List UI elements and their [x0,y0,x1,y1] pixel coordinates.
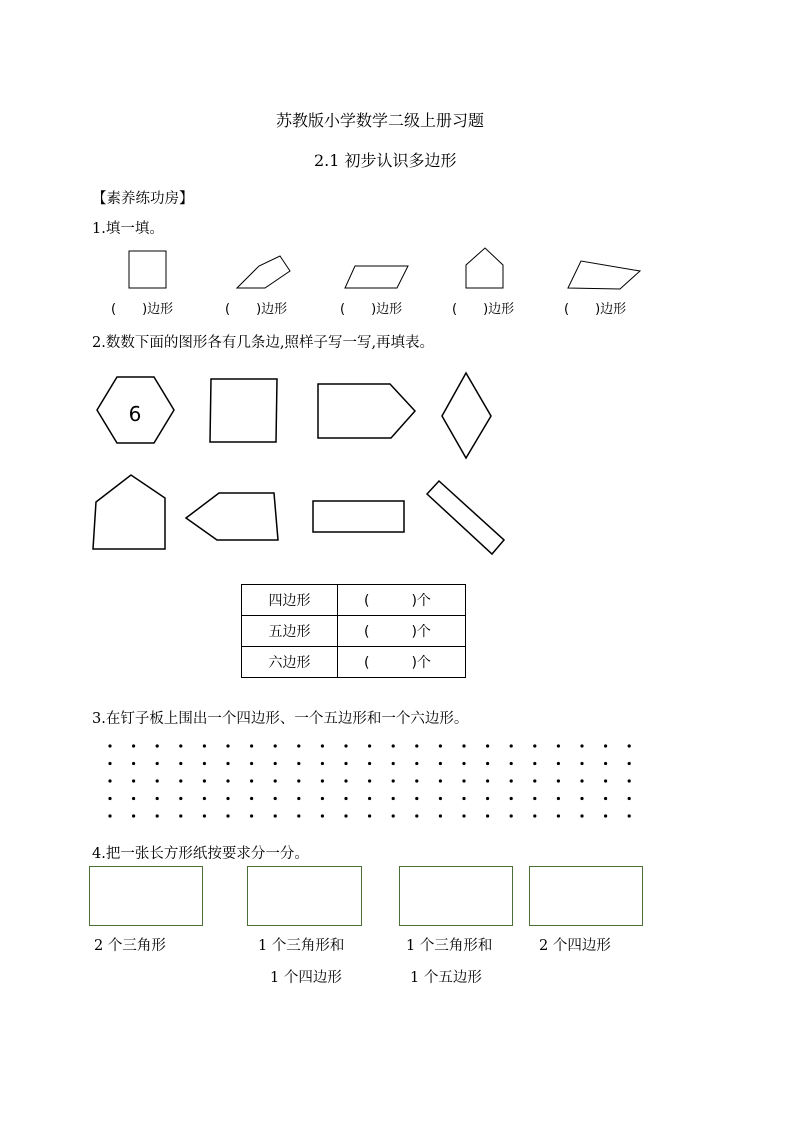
peg-dot[interactable] [533,797,536,800]
peg-dot[interactable] [203,814,206,817]
peg-dot[interactable] [486,797,489,800]
peg-dot[interactable] [392,779,395,782]
peg-dot[interactable] [533,814,536,817]
peg-dot[interactable] [628,797,631,800]
peg-dot[interactable] [132,744,135,747]
peg-dot[interactable] [250,779,253,782]
peg-dot[interactable] [439,814,442,817]
caption-2-line2: 1 个四边形 [270,970,342,986]
peg-dot[interactable] [368,744,371,747]
peg-dot[interactable] [392,797,395,800]
row-answer-blank[interactable]: ( )个 [338,647,466,678]
peg-dot[interactable] [486,762,489,765]
q2-shape-pentagon [93,475,165,549]
peg-dot[interactable] [226,744,229,747]
paper-rectangle-1[interactable] [89,866,203,926]
caption-3-line1: 1 个三角形和 [406,938,493,954]
caption-3-line2: 1 个五边形 [410,970,482,986]
peg-dot[interactable] [580,797,583,800]
q1-shape-parallelogram [345,266,408,288]
peg-dot[interactable] [132,762,135,765]
peg-dot[interactable] [344,797,347,800]
peg-dot[interactable] [108,744,111,747]
q3-prompt: 3.在钉子板上围出一个四边形、一个五边形和一个六边形。 [92,711,469,727]
peg-dot[interactable] [226,797,229,800]
peg-dot[interactable] [274,779,277,782]
peg-dot[interactable] [179,744,182,747]
peg-dot[interactable] [108,797,111,800]
peg-dot[interactable] [439,797,442,800]
row-shape-name: 四边形 [242,585,338,616]
peg-dot[interactable] [604,779,607,782]
q2-prompt: 2.数数下面的图形各有几条边,照样子写一写,再填表。 [92,335,435,351]
peg-dot[interactable] [580,814,583,817]
peg-dot[interactable] [462,762,465,765]
q4-prompt: 4.把一张长方形纸按要求分一分。 [92,846,309,862]
peg-dot[interactable] [510,779,513,782]
peg-board[interactable] [108,744,630,817]
peg-dot[interactable] [486,744,489,747]
peg-dot[interactable] [250,744,253,747]
q1-prompt: 1.填一填。 [92,221,164,237]
table-row [242,647,466,678]
q2-shape-square [210,379,277,442]
peg-dot[interactable] [368,797,371,800]
peg-dot[interactable] [628,779,631,782]
peg-dot[interactable] [179,779,182,782]
q1-label-5: ( )边形 [564,302,627,317]
peg-dot[interactable] [439,762,442,765]
peg-dot[interactable] [439,744,442,747]
peg-dot[interactable] [226,814,229,817]
peg-dot[interactable] [274,744,277,747]
peg-dot[interactable] [297,744,300,747]
peg-dot[interactable] [108,762,111,765]
q1-shape-square [129,251,166,288]
peg-dot[interactable] [510,744,513,747]
peg-dot[interactable] [321,779,324,782]
peg-dot[interactable] [628,744,631,747]
table-row [242,616,466,647]
peg-dot[interactable] [344,762,347,765]
caption-1-line1: 2 个三角形 [94,938,166,954]
peg-dot[interactable] [156,797,159,800]
caption-4-line1: 2 个四边形 [539,938,611,954]
peg-dot[interactable] [510,814,513,817]
peg-dot[interactable] [415,762,418,765]
row-shape-name: 六边形 [242,647,338,678]
q1-shape-kite [568,261,640,289]
peg-dot[interactable] [415,779,418,782]
q2-shape-hexagon-irregular [186,493,278,540]
q1-shape-quadrilateral [237,256,290,288]
peg-dot[interactable] [250,797,253,800]
peg-dot[interactable] [321,744,324,747]
peg-dot[interactable] [510,762,513,765]
peg-dot[interactable] [557,797,560,800]
peg-dot[interactable] [580,762,583,765]
peg-dot[interactable] [580,779,583,782]
peg-dot[interactable] [604,797,607,800]
peg-dot[interactable] [628,762,631,765]
paper-rectangle-3[interactable] [399,866,513,926]
row-answer-blank[interactable]: ( )个 [338,616,466,647]
table-row [242,585,466,616]
peg-dot[interactable] [368,814,371,817]
peg-dot[interactable] [533,744,536,747]
q2-shape-tilted-rectangle [427,481,504,554]
peg-dot[interactable] [557,744,560,747]
q1-shape-house-pentagon [466,248,503,288]
peg-dot[interactable] [132,814,135,817]
q1-label-4: ( )边形 [452,302,515,317]
section-heading: 【素养练功房】 [92,191,194,207]
peg-dot[interactable] [486,779,489,782]
peg-dot[interactable] [226,762,229,765]
page-subtitle: 2.1 初步认识多边形 [314,151,457,170]
peg-dot[interactable] [462,814,465,817]
peg-dot[interactable] [486,814,489,817]
peg-dot[interactable] [132,797,135,800]
peg-dot[interactable] [628,814,631,817]
q2-shape-arrow-pentagon [318,384,415,438]
peg-dot[interactable] [274,797,277,800]
peg-dot[interactable] [415,814,418,817]
hexagon-example-number: 6 [128,402,142,426]
peg-dot[interactable] [156,744,159,747]
paper-rectangle-2[interactable] [247,866,362,926]
peg-dot[interactable] [108,779,111,782]
peg-dot[interactable] [274,762,277,765]
peg-dot[interactable] [250,814,253,817]
peg-dot[interactable] [368,779,371,782]
peg-dot[interactable] [344,814,347,817]
q2-shape-rhombus [442,373,491,458]
paper-rectangle-4[interactable] [529,866,643,926]
q1-label-1: ( )边形 [111,302,174,317]
peg-dot[interactable] [462,744,465,747]
peg-dot[interactable] [604,744,607,747]
peg-dot[interactable] [321,762,324,765]
peg-dot[interactable] [604,762,607,765]
peg-dot[interactable] [344,779,347,782]
peg-dot[interactable] [156,814,159,817]
peg-dot[interactable] [344,744,347,747]
q2-shape-rectangle [313,501,404,532]
peg-dot[interactable] [108,814,111,817]
peg-dot[interactable] [580,744,583,747]
peg-dot[interactable] [368,762,371,765]
peg-dot[interactable] [250,762,253,765]
peg-dot[interactable] [321,814,324,817]
peg-dot[interactable] [297,814,300,817]
peg-dot[interactable] [533,779,536,782]
peg-dot[interactable] [557,762,560,765]
peg-dot[interactable] [203,779,206,782]
caption-2-line1: 1 个三角形和 [258,938,345,954]
row-answer-blank[interactable]: ( )个 [338,585,466,616]
peg-dot[interactable] [203,797,206,800]
peg-dot[interactable] [392,814,395,817]
peg-dot[interactable] [415,744,418,747]
peg-dot[interactable] [557,814,560,817]
peg-dot[interactable] [297,762,300,765]
peg-dot[interactable] [203,762,206,765]
peg-dot[interactable] [297,779,300,782]
peg-dot[interactable] [415,797,418,800]
peg-dot[interactable] [557,779,560,782]
peg-dot[interactable] [510,797,513,800]
peg-dot[interactable] [439,779,442,782]
peg-dot[interactable] [462,797,465,800]
peg-dot[interactable] [392,744,395,747]
peg-dot[interactable] [179,814,182,817]
peg-dot[interactable] [392,762,395,765]
q1-label-2: ( )边形 [225,302,288,317]
peg-dot[interactable] [462,779,465,782]
row-shape-name: 五边形 [242,616,338,647]
peg-dot[interactable] [179,797,182,800]
peg-dot[interactable] [533,762,536,765]
peg-dot[interactable] [226,779,229,782]
q1-label-3: ( )边形 [340,302,403,317]
page-title: 苏教版小学数学二级上册习题 [276,111,485,130]
peg-dot[interactable] [604,814,607,817]
peg-dot[interactable] [156,762,159,765]
peg-dot[interactable] [274,814,277,817]
shape-count-table [241,584,466,678]
peg-dot[interactable] [321,797,324,800]
peg-dot[interactable] [297,797,300,800]
peg-dot[interactable] [179,762,182,765]
peg-dot[interactable] [203,744,206,747]
peg-dot[interactable] [156,779,159,782]
peg-dot[interactable] [132,779,135,782]
